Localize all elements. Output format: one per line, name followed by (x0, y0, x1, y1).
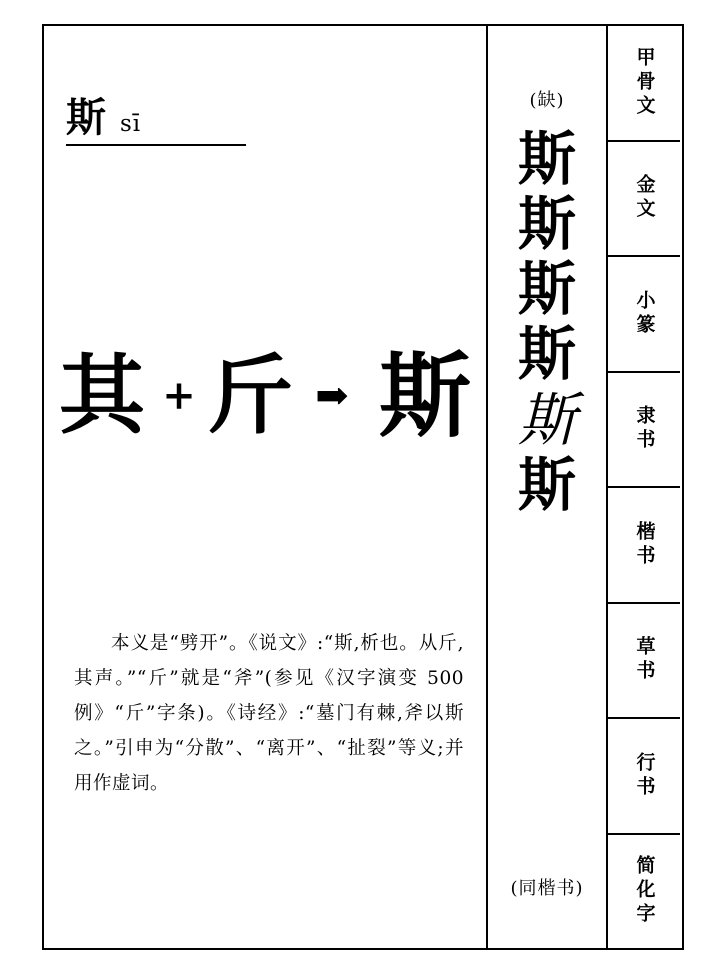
label-jinwen: 金文 (633, 174, 656, 223)
plus-icon: + (162, 372, 196, 419)
headword-pinyin: sī (120, 111, 142, 137)
evolution-component-1 (48, 345, 156, 446)
result-glyph: 斯 (378, 342, 471, 450)
script-label-column (608, 26, 680, 948)
script-glyph-stack (517, 125, 576, 519)
script-glyph-kaishu: 斯 (517, 320, 576, 389)
label-cell-jinwen (608, 142, 680, 258)
label-cell-jianhuazi (608, 835, 680, 949)
script-glyph-xingshu: 斯 (517, 450, 576, 519)
script-top-note: (缺) (529, 90, 565, 111)
headword-character: 斯 (66, 94, 106, 141)
script-bottom-note: (同楷书) (510, 878, 584, 899)
label-cell-caoshu (608, 604, 680, 720)
component-2-glyph: 斤 (207, 345, 293, 446)
label-caoshu: 草书 (633, 636, 656, 685)
label-cell-jiaguwen (608, 26, 680, 142)
label-jiaguwen: 甲骨文 (633, 46, 656, 119)
explanation-text: 本义是“劈开”。《说文》:“斯,析也。从斤,其声。”“斤”就是“斧”(参见《汉字演变 500 例》“斤”字条)。《诗经》:“墓门有棘,斧以斯之。”引申为“分散”、“离开”、“扯裂”等义;并用作虚词。 (74, 633, 464, 794)
label-xingshu: 行书 (633, 751, 656, 800)
headword-block (66, 94, 246, 146)
label-jianhuazi: 简化字 (633, 855, 656, 928)
evolution-plus (162, 372, 196, 419)
label-xiaozhuan: 小篆 (633, 289, 656, 338)
component-1-glyph: 其 (59, 345, 145, 446)
label-kaishu: 楷书 (633, 520, 656, 569)
script-glyph-lishu: 斯 (517, 255, 576, 324)
main-column (44, 26, 488, 948)
arrow-right-icon: ➡ (315, 372, 349, 419)
label-cell-xiaozhuan (608, 257, 680, 373)
label-cell-kaishu (608, 488, 680, 604)
script-glyph-xiaozhuan: 斯 (517, 190, 576, 259)
label-cell-xingshu (608, 719, 680, 835)
label-lishu: 隶书 (633, 405, 656, 454)
evolution-arrow (304, 372, 360, 419)
script-glyph-jinwen: 斯 (517, 125, 576, 193)
script-glyph-caoshu: 斯 (517, 385, 576, 454)
evolution-component-2 (202, 345, 298, 446)
label-cell-lishu (608, 373, 680, 489)
content-frame (42, 24, 684, 950)
evolution-diagram (44, 296, 488, 496)
evolution-result (366, 342, 484, 450)
script-specimen-column (488, 26, 608, 948)
